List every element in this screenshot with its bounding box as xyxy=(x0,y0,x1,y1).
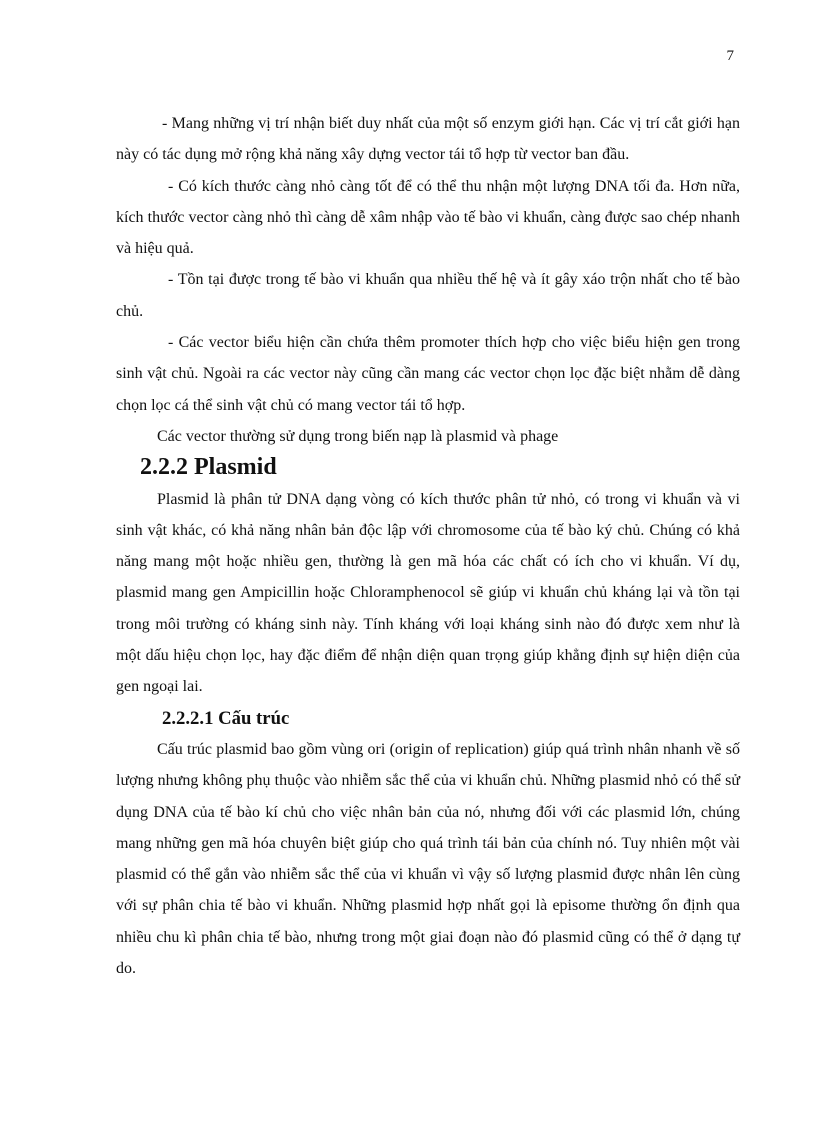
paragraph-restriction-sites: - Mang những vị trí nhận biết duy nhất của một số enzym giới hạn. Các vị trí cắt giới hạn này có tác dụng mở rộng khả năng xây dựng vector tái tổ hợp từ vector ban đầu. xyxy=(116,115,740,164)
paragraph-host-stability: - Tồn tại được trong tế bào vi khuẩn qua nhiều thế hệ và ít gây xáo trộn nhất cho tế bào chủ. xyxy=(116,271,740,320)
section-heading-structure: 2.2.2.1 Cấu trúc xyxy=(162,707,290,729)
page-number: 7 xyxy=(726,48,734,64)
paragraph-plasmid: Plasmid là phân tử DNA dạng vòng có kích thước phân tử nhỏ, có trong vi khuẩn và vi sinh vật khác, có khả năng nhân bản độc lập với chromosome của tế bào ký chủ. Chúng có khả năng mang một hoặc nhiều gen, thường là gen mã hóa các chất có ích cho vi khuẩn. Ví dụ, plasmid mang gen Ampicillin hoặc Chloramphenocol sẽ giúp vi khuẩn chủ kháng lại và tồn tại trong môi trường có kháng sinh này. Tính kháng với loại kháng sinh nào đó được xem như là một dấu hiệu chọn lọc, hay đặc điểm để nhận diện quan trọng giúp khẳng định sự hiện diện của gen ngoại lai. xyxy=(116,490,740,696)
section-heading-plasmid: 2.2.2 Plasmid xyxy=(140,454,277,481)
paragraph-expression-vectors: - Các vector biểu hiện cần chứa thêm promoter thích hợp cho việc biểu hiện gen trong sinh vật chủ. Ngoài ra các vector này cũng cần mang các vector chọn lọc đặc biệt nhằm dễ dàng chọn lọc cá thể sinh vật chủ có mang vector tái tổ hợp. xyxy=(116,334,740,414)
paragraph-common-vectors: Các vector thường sử dụng trong biến nạp là plasmid và phage xyxy=(157,427,559,445)
page-content xyxy=(116,108,740,984)
paragraph-vector-size: - Có kích thước càng nhỏ càng tốt để có thể thu nhận một lượng DNA tối đa. Hơn nữa, kích thước vector càng nhỏ thì càng dễ xâm nhập vào tế bào vi khuẩn, càng được sao chép nhanh và hiệu quả. xyxy=(116,177,740,258)
paragraph-structure: Cấu trúc plasmid bao gồm vùng ori (origin of replication) giúp quá trình nhân nhanh về số lượng nhưng không phụ thuộc vào nhiễm sắc thể của vi khuẩn chủ. Những plasmid nhỏ có thể sử dụng DNA của tế bào kí chủ cho việc nhân bản của nó, nhưng đối với các plasmid lớn, chúng mang những gen mã hóa chuyên biệt giúp cho quá trình tái bản của chính nó. Tuy nhiên một vài plasmid có thể gắn vào nhiễm sắc thể của vi khuẩn vì vậy số lượng plasmid được nhân lên cùng với sự phân chia tế bào vi khuẩn. Những plasmid hợp nhất gọi là episome thường ổn định qua nhiều chu kì phân chia tế bào, nhưng trong một giai đoạn nào đó plasmid cũng có thể ở dạng tự do. xyxy=(116,740,740,978)
